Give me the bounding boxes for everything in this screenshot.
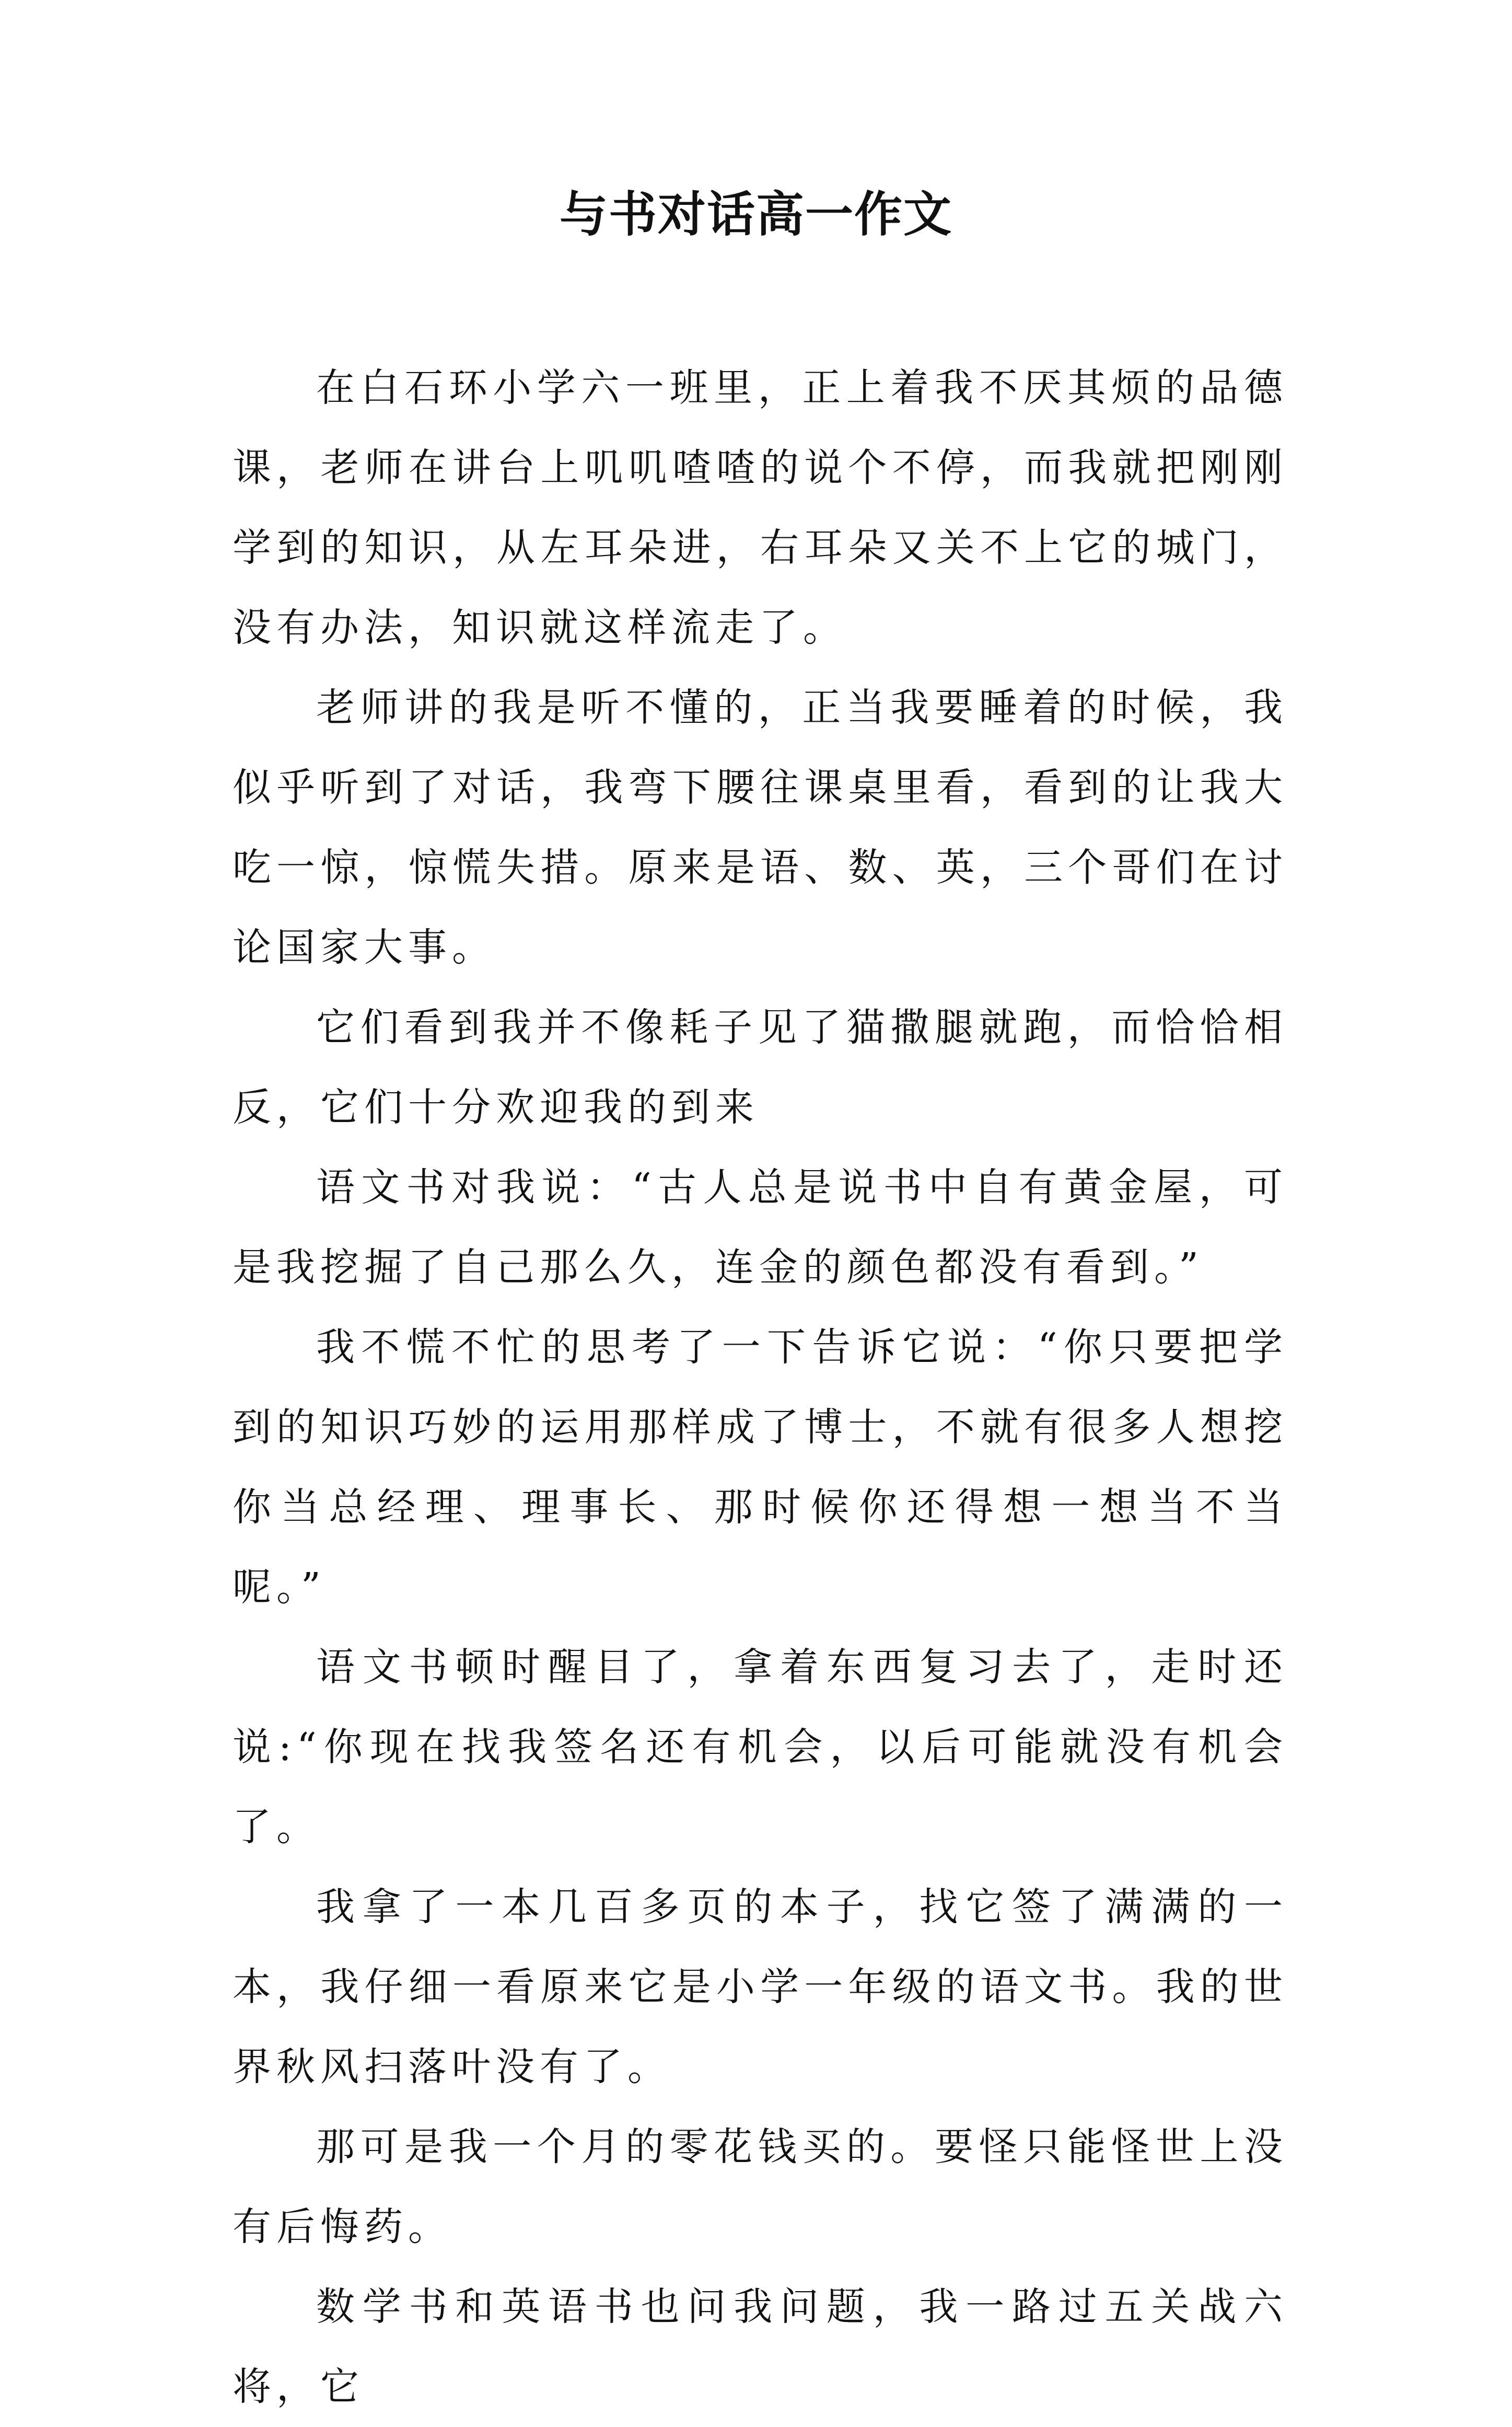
paragraph-9: 数学书和英语书也问我问题，我一路过五关战六将，它 — [232, 2284, 1288, 2409]
paragraph-5: 我不慌不忙的思考了一下告诉它说：“你只要把学到的知识巧妙的运用那样成了博士，不就有很多人想挖你当总经理、理事长、那时候你还得想一想当不当呢。” — [232, 1325, 1288, 1610]
paragraph-8: 那可是我一个月的零花钱买的。要怪只能怪世上没有后悔药。 — [232, 2124, 1288, 2249]
paragraph-1: 在白石环小学六一班里，正上着我不厌其烦的品德课，老师在讲台上叽叽喳喳的说个不停，而我就把刚刚学到的知识，从左耳朵进，右耳朵又关不上它的城门，没有办法，知识就这样流走了。 — [232, 365, 1288, 650]
paragraph-4: 语文书对我说：“古人总是说书中自有黄金屋，可是我挖掘了自己那么久，连金的颜色都没有看到。” — [232, 1165, 1288, 1290]
paragraph-7: 我拿了一本几百多页的本子，找它签了满满的一本，我仔细一看原来它是小学一年级的语文书。我的世界秋风扫落叶没有了。 — [232, 1885, 1288, 2089]
essay-body — [232, 348, 1288, 2427]
paragraph-2: 老师讲的我是听不懂的，正当我要睡着的时候，我似乎听到了对话，我弯下腰往课桌里看，看到的让我大吃一惊，惊慌失措。原来是语、数、英，三个哥们在讨论国家大事。 — [232, 685, 1288, 970]
document-title: 与书对话高一作文 — [559, 186, 952, 242]
paragraph-3: 它们看到我并不像耗子见了猫撒腿就跑，而恰恰相反，它们十分欢迎我的到来 — [232, 1005, 1288, 1130]
paragraph-6: 语文书顿时醒目了，拿着东西复习去了，走时还说:“你现在找我签名还有机会，以后可能就没有机会了。 — [232, 1645, 1288, 1850]
